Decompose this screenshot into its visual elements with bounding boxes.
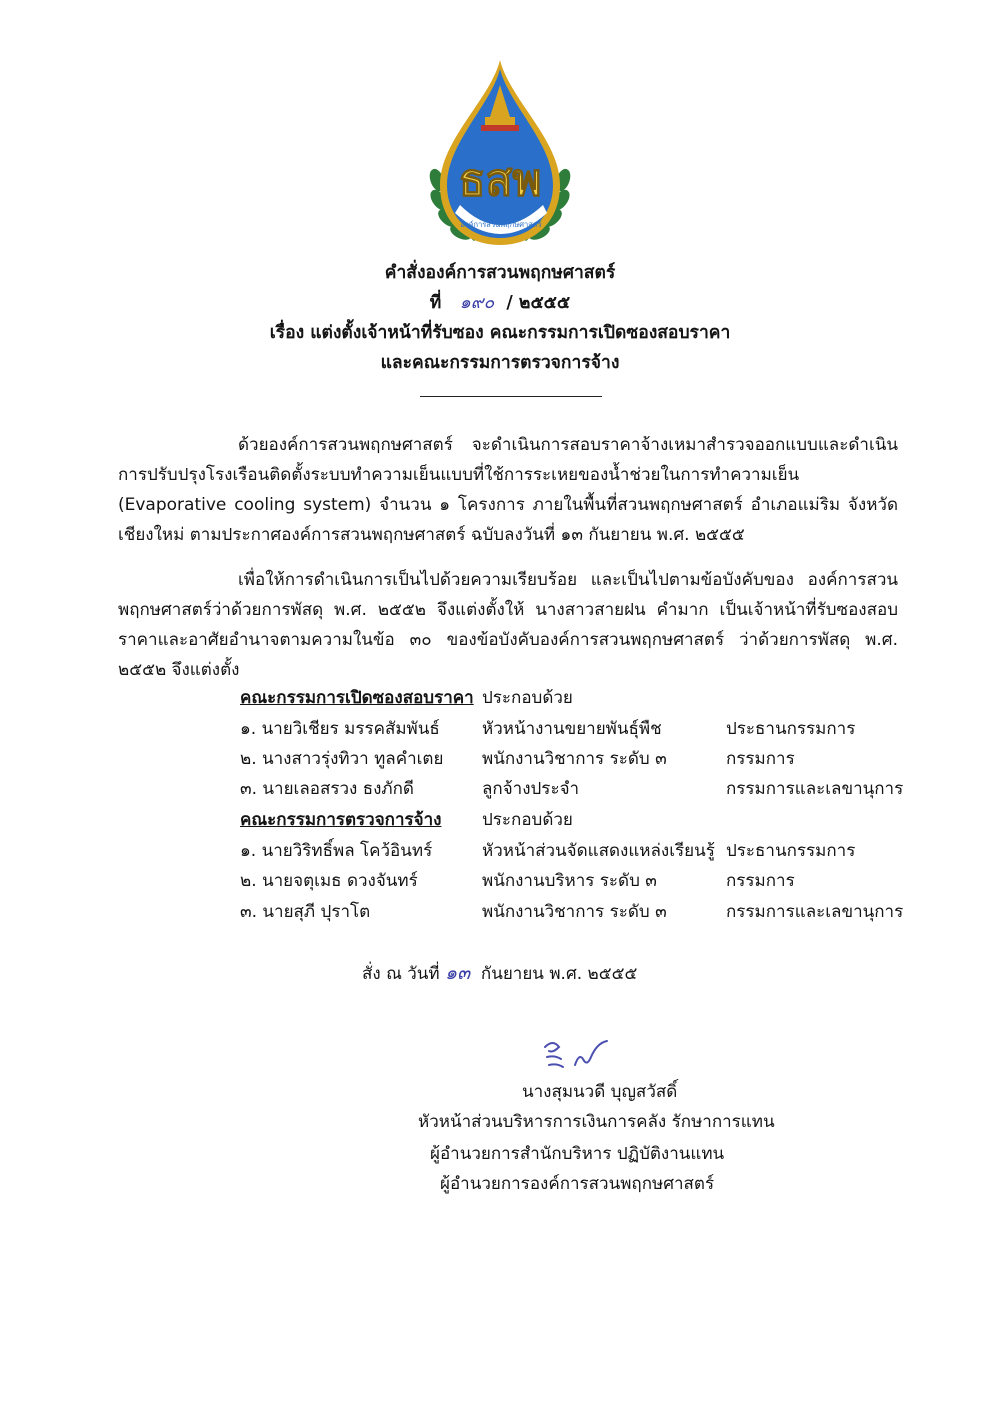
member-role: ประธานกรรมการ — [726, 719, 856, 739]
signatory-title-2: ผู้อำนวยการสำนักบริหาร ปฏิบัติงานแทน — [430, 1144, 725, 1164]
member-name: ๒. นางสาวรุ่งทิวา ทูลคำเตย — [240, 749, 444, 769]
member-position: พนักงานบริหาร ระดับ ๓ — [482, 871, 657, 891]
number-prefix: ที่ — [429, 293, 442, 313]
member-role: กรรมการ — [726, 871, 795, 891]
logo-caption: องค์การสวนพฤกษศาสตร์ — [460, 220, 542, 229]
paragraph-1 — [118, 430, 898, 550]
member-position: หัวหน้าส่วนจัดแสดงแหล่งเรียนรู้ — [482, 841, 715, 861]
committee-2-consists: ประกอบด้วย — [482, 810, 573, 830]
member-role: ประธานกรรมการ — [726, 841, 856, 861]
member-position: พนักงานวิชาการ ระดับ ๓ — [482, 902, 667, 922]
committee-2-heading: คณะกรรมการตรวจการจ้าง — [240, 810, 442, 830]
order-title: คำสั่งองค์การสวนพฤกษศาสตร์ — [384, 263, 616, 283]
paragraph-2-text: เพื่อให้การดำเนินการเป็นไปด้วยความเรียบร้อย และเป็นไปตามข้อบังคับของ องค์การสวนพฤกษศาสตร์ว่าด้วยการพัสดุ พ.ศ. ๒๕๕๒ จึงแต่งตั้งให้ นางสาวสายฝน คำมาก เป็นเจ้าหน้าที่รับซองสอบราคาและอาศัยอำนาจตามความในข้อ ๓๐ ของข้อบังคับองค์การสวนพฤกษศาสตร์ ว่าด้วยการพัสดุ พ.ศ. ๒๕๕๒ จึงแต่งตั้ง — [118, 570, 898, 680]
paragraph-2 — [118, 565, 898, 685]
member-role: กรรมการและเลขานุการ — [726, 779, 904, 799]
member-name: ๑. นายวิริทธิ์พล โคว้อินทร์ — [240, 841, 433, 861]
member-role: กรรมการและเลขานุการ — [726, 902, 904, 922]
member-name: ๓. นายสุภี ปุราโต — [240, 902, 371, 922]
date-day-handwritten: ๑๓ — [445, 962, 471, 984]
signatory-title-3: ผู้อำนวยการองค์การสวนพฤกษศาสตร์ — [440, 1174, 715, 1194]
title-divider — [420, 396, 602, 397]
signatory-name: นางสุมนวดี บุญสวัสดิ์ — [522, 1082, 678, 1102]
member-position: ลูกจ้างประจำ — [482, 779, 580, 799]
member-name: ๓. นายเลอสรวง ธงภักดี — [240, 779, 414, 799]
paragraph-1-text: ด้วยองค์การสวนพฤกษศาสตร์ จะดำเนินการสอบราคาจ้างเหมาสำรวจออกแบบและดำเนินการปรับปรุงโรงเรือนติดตั้งระบบทำความเย็นแบบที่ใช้การระเหยของน้ำช่วยในการทำความเย็น (Evaporative cooling system) จำนวน ๑ โครงการ ภายในพื้นที่สวนพฤกษศาสตร์ อำเภอแม่ริม จังหวัดเชียงใหม่ ตามประกาศองค์การสวนพฤกษศาสตร์ ฉบับลงวันที่ ๑๓ กันยายน พ.ศ. ๒๕๕๕ — [118, 435, 898, 545]
number-suffix: / ๒๕๕๕ — [506, 293, 571, 313]
member-position: พนักงานวิชาการ ระดับ ๓ — [482, 749, 667, 769]
member-name: ๑. นายวิเชียร มรรคสัมพันธ์ — [240, 719, 440, 739]
subject-line-2: และคณะกรรมการตรวจการจ้าง — [380, 353, 620, 373]
signatory-title-1: หัวหน้าส่วนบริหารการเงินการคลัง รักษาการแทน — [418, 1112, 775, 1132]
committee-1-consists: ประกอบด้วย — [482, 688, 573, 708]
member-position: หัวหน้างานขยายพันธุ์พืช — [482, 719, 662, 739]
botanical-garden-logo-icon — [415, 55, 585, 255]
handwritten-signature-icon — [535, 1035, 625, 1075]
committee-1-heading: คณะกรรมการเปิดซองสอบราคา — [240, 688, 474, 708]
number-handwritten: ๑๙๐ — [459, 293, 495, 313]
subject-line-1: เรื่อง แต่งตั้งเจ้าหน้าที่รับซอง คณะกรรมการเปิดซองสอบราคา — [269, 323, 731, 343]
svg-text:ธสพ: ธสพ — [458, 155, 542, 206]
member-name: ๒. นายจตุเมธ ดวงจันทร์ — [240, 871, 418, 891]
order-number — [0, 288, 1000, 316]
order-date — [362, 958, 637, 988]
date-rest: กันยายน พ.ศ. ๒๕๕๕ — [480, 964, 638, 984]
member-role: กรรมการ — [726, 749, 795, 769]
date-prefix: สั่ง ณ วันที่ — [362, 964, 440, 984]
